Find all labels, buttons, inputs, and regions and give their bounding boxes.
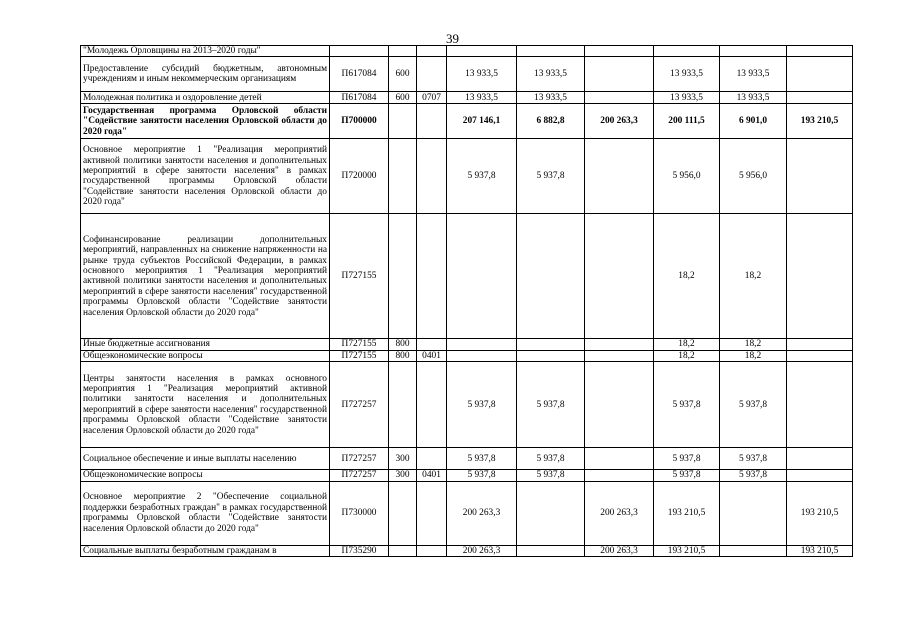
table-row: [81, 339, 853, 350]
amount-regional-2: 13 933,5: [720, 92, 787, 104]
amount-regional-1: [517, 214, 585, 339]
table-row: [81, 46, 853, 57]
amount-regional-1: 5 937,8: [517, 448, 585, 470]
amount-regional-1: [517, 339, 585, 350]
amount-federal-1: [585, 362, 654, 448]
section-code: 0401: [417, 350, 447, 361]
target-code: П727257: [330, 362, 389, 448]
target-code: П727155: [330, 214, 389, 339]
row-name: Общеэкономические вопросы: [81, 350, 330, 361]
section-code: [417, 46, 447, 57]
amount-regional-1: 5 937,8: [517, 470, 585, 481]
amount-federal-2: [787, 362, 853, 448]
expense-type: 300: [389, 470, 417, 481]
table-row: [81, 92, 853, 104]
amount-regional-1: 13 933,5: [517, 92, 585, 104]
target-code: П720000: [330, 139, 389, 214]
row-name: Социальные выплаты безработным гражданам в: [81, 545, 330, 556]
amount-federal-2: [787, 214, 853, 339]
table-row: [81, 350, 853, 361]
table-row: [81, 448, 853, 470]
amount-total-1: [447, 46, 517, 57]
amount-federal-1: [585, 350, 654, 361]
target-code: П727155: [330, 339, 389, 350]
expense-type: [389, 104, 417, 139]
amount-federal-2: [787, 470, 853, 481]
amount-total-1: 200 263,3: [447, 545, 517, 556]
expense-type: [389, 46, 417, 57]
row-name: Иные бюджетные ассигнования: [81, 339, 330, 350]
amount-federal-1: [585, 470, 654, 481]
table-row: [81, 545, 853, 556]
target-code: П730000: [330, 481, 389, 545]
amount-regional-2: [720, 481, 787, 545]
amount-regional-1: 6 882,8: [517, 104, 585, 139]
amount-total-1: [447, 339, 517, 350]
row-name: Софинансирование реализации дополнительных мероприятий, направленных на снижение напряженности на рынке труда субъектов Российской Федерации, в рамках основного мероприятия 1 "Реализация мероприятий активной политики занятости населения и дополнительных мероприятий в сфере занятости населения" государственной программы Орловской области "Содействие занятости населения Орловской области до 2020 года": [81, 214, 330, 339]
amount-federal-2: [787, 139, 853, 214]
section-code: [417, 139, 447, 214]
amount-federal-1: 200 263,3: [585, 104, 654, 139]
amount-federal-1: [585, 139, 654, 214]
amount-total-2: 193 210,5: [654, 545, 720, 556]
amount-regional-2: 18,2: [720, 339, 787, 350]
amount-federal-1: [585, 448, 654, 470]
section-code: [417, 448, 447, 470]
amount-total-1: 5 937,8: [447, 362, 517, 448]
target-code: [330, 46, 389, 57]
row-name: Общеэкономические вопросы: [81, 470, 330, 481]
target-code: П727155: [330, 350, 389, 361]
row-name: "Молодежь Орловщины на 2013–2020 годы": [81, 46, 330, 57]
row-name: Центры занятости населения в рамках основного мероприятия 1 "Реализация мероприятий активной политики занятости населения и дополнительных мероприятий в сфере занятости населения" государственной программы Орловской области "Содействие занятости населения Орловской области до 2020 года": [81, 362, 330, 448]
target-code: П617084: [330, 57, 389, 92]
amount-regional-1: [517, 46, 585, 57]
table-row: [81, 57, 853, 92]
amount-regional-2: 5 937,8: [720, 448, 787, 470]
amount-regional-2: 13 933,5: [720, 57, 787, 92]
row-name: Основное мероприятие 2 "Обеспечение социальной поддержки безработных граждан" в рамках государственной программы Орловской области "Содействие занятости населения Орловской области до 2020 года": [81, 481, 330, 545]
amount-federal-2: [787, 339, 853, 350]
amount-total-2: 18,2: [654, 214, 720, 339]
amount-total-2: 193 210,5: [654, 481, 720, 545]
table-row: [81, 362, 853, 448]
section-code: [417, 57, 447, 92]
amount-total-2: 18,2: [654, 339, 720, 350]
amount-federal-1: [585, 92, 654, 104]
target-code: П700000: [330, 104, 389, 139]
expense-type: 800: [389, 339, 417, 350]
row-name: Социальное обеспечение и иные выплаты населению: [81, 448, 330, 470]
amount-total-1: 13 933,5: [447, 92, 517, 104]
expense-type: 600: [389, 57, 417, 92]
amount-total-2: 5 937,8: [654, 362, 720, 448]
amount-regional-2: [720, 545, 787, 556]
expense-type: [389, 545, 417, 556]
row-name: Государственная программа Орловской области "Содействие занятости населения Орловской области до 2020 года": [81, 104, 330, 139]
page-number: 39: [446, 31, 459, 46]
table-body: [81, 46, 853, 557]
amount-federal-1: [585, 46, 654, 57]
amount-federal-1: [585, 339, 654, 350]
section-code: 0401: [417, 470, 447, 481]
row-name: Основное мероприятие 1 "Реализация мероприятий активной политики занятости населения и дополнительных мероприятий в сфере занятости населения" в рамках государственной программы Орловской области "Содействие занятости населения Орловской области до 2020 года": [81, 139, 330, 214]
amount-regional-2: 6 901,0: [720, 104, 787, 139]
section-code: [417, 362, 447, 448]
amount-federal-1: [585, 214, 654, 339]
amount-total-1: [447, 214, 517, 339]
table-row: [81, 139, 853, 214]
expense-type: [389, 214, 417, 339]
expense-type: 800: [389, 350, 417, 361]
table-row: [81, 481, 853, 545]
amount-total-2: 5 937,8: [654, 448, 720, 470]
amount-total-2: 5 956,0: [654, 139, 720, 214]
target-code: П735290: [330, 545, 389, 556]
section-code: 0707: [417, 92, 447, 104]
target-code: П727257: [330, 470, 389, 481]
amount-federal-2: 193 210,5: [787, 104, 853, 139]
amount-regional-1: [517, 545, 585, 556]
amount-federal-2: 193 210,5: [787, 545, 853, 556]
budget-table: [80, 45, 853, 557]
row-name: Молодежная политика и оздоровление детей: [81, 92, 330, 104]
amount-total-2: 5 937,8: [654, 470, 720, 481]
amount-total-1: 13 933,5: [447, 57, 517, 92]
expense-type: 300: [389, 448, 417, 470]
amount-federal-1: [585, 57, 654, 92]
section-code: [417, 104, 447, 139]
amount-total-1: 5 937,8: [447, 470, 517, 481]
expense-type: 600: [389, 92, 417, 104]
target-code: П727257: [330, 448, 389, 470]
section-code: [417, 339, 447, 350]
section-code: [417, 481, 447, 545]
amount-total-1: 5 937,8: [447, 139, 517, 214]
amount-regional-2: 5 937,8: [720, 470, 787, 481]
target-code: П617084: [330, 92, 389, 104]
amount-federal-2: [787, 448, 853, 470]
amount-regional-1: 13 933,5: [517, 57, 585, 92]
amount-total-1: 200 263,3: [447, 481, 517, 545]
table-row: [81, 104, 853, 139]
amount-federal-2: [787, 350, 853, 361]
expense-type: [389, 139, 417, 214]
amount-federal-2: 193 210,5: [787, 481, 853, 545]
section-code: [417, 214, 447, 339]
amount-regional-1: [517, 481, 585, 545]
table-row: [81, 214, 853, 339]
amount-regional-2: [720, 46, 787, 57]
amount-federal-1: 200 263,3: [585, 545, 654, 556]
amount-federal-1: 200 263,3: [585, 481, 654, 545]
section-code: [417, 545, 447, 556]
amount-total-2: 200 111,5: [654, 104, 720, 139]
amount-total-2: 18,2: [654, 350, 720, 361]
row-name: Предоставление субсидий бюджетным, автономным учреждениям и иным некоммерческим организациям: [81, 57, 330, 92]
expense-type: [389, 362, 417, 448]
amount-total-1: 5 937,8: [447, 448, 517, 470]
amount-federal-2: [787, 92, 853, 104]
amount-regional-2: 18,2: [720, 350, 787, 361]
amount-regional-2: 5 937,8: [720, 362, 787, 448]
table-row: [81, 470, 853, 481]
amount-regional-2: 5 956,0: [720, 139, 787, 214]
amount-total-2: 13 933,5: [654, 92, 720, 104]
amount-total-1: 207 146,1: [447, 104, 517, 139]
amount-regional-1: 5 937,8: [517, 362, 585, 448]
amount-total-1: [447, 350, 517, 361]
expense-type: [389, 481, 417, 545]
amount-regional-2: 18,2: [720, 214, 787, 339]
amount-federal-2: [787, 57, 853, 92]
amount-total-2: [654, 46, 720, 57]
amount-regional-1: [517, 350, 585, 361]
amount-federal-2: [787, 46, 853, 57]
amount-total-2: 13 933,5: [654, 57, 720, 92]
amount-regional-1: 5 937,8: [517, 139, 585, 214]
